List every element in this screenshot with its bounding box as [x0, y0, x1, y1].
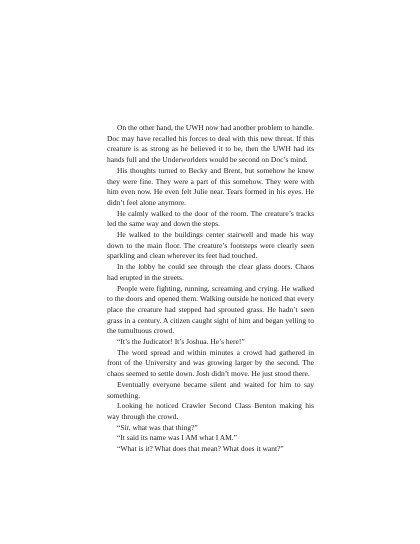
- paragraph: He calmly walked to the door of the room. The creature’s tracks led the same way and down the steps.: [107, 208, 314, 229]
- paragraph: People were fighting, running, screaming and crying. He walked to the doors and opened them. Walking outside he noticed that every place the creature had stepped had sprouted grass. He hadn’t seen grass in a century. A citizen caught sight of him and began yelling to the tumultuous crowd.: [107, 283, 314, 336]
- book-page-text: [107, 123, 314, 455]
- paragraph: In the lobby he could see through the clear glass doors. Chaos had erupted in the streets.: [107, 262, 314, 282]
- paragraph: Looking he noticed Crawler Second Class Benton making his way through the crowd.: [107, 401, 314, 421]
- paragraph: His thoughts turned to Becky and Brent, but somehow he knew they were fine. They were a part of this somehow. They were with him even now. He even felt Julie near. Tears formed in his eyes. He didn’t feel alone anymore.: [107, 165, 314, 207]
- paragraph: He walked to the buildings center stairwell and made his way down to the main floor. The creature’s footsteps were clearly seen sparkling and clean wherever its feet had touched.: [107, 230, 314, 261]
- dialogue-paragraph: “What is it? What does that mean? What does it want?”: [117, 444, 284, 454]
- dialogue-paragraph: “It said its name was I AM what I AM.”: [117, 433, 237, 443]
- paragraph: Eventually everyone became silent and waited for him to say something.: [107, 379, 314, 400]
- paragraph: On the other hand, the UWH now had another problem to handle. Doc may have recalled his forces to deal with this new threat. If this creature is as strong as he believed it to be, then the UWH had its hands full and the Underworlders would be second on Doc’s mind.: [107, 123, 314, 165]
- dialogue-paragraph: “Sir, what was that thing?”: [117, 422, 198, 432]
- dialogue-paragraph: “It’s the Judicator! It’s Joshua. He’s here!”: [117, 337, 245, 347]
- paragraph: The word spread and within minutes a crowd had gathered in front of the University and was growing larger by the second. The chaos seemed to settle down. Josh didn’t move. He just stood there.: [107, 347, 314, 379]
